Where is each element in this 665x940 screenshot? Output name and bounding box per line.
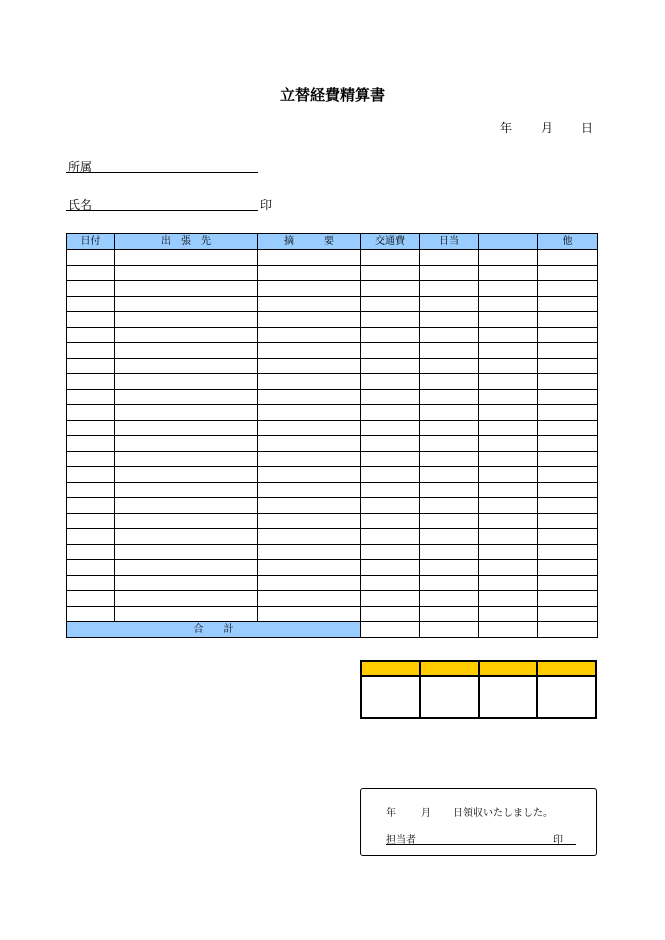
cell-transport[interactable] xyxy=(361,498,420,514)
cell-transport[interactable] xyxy=(361,467,420,483)
cell-destination[interactable] xyxy=(115,250,258,266)
cell-transport[interactable] xyxy=(361,420,420,436)
table-row xyxy=(67,575,598,591)
cell-blank[interactable] xyxy=(479,591,538,607)
table-row xyxy=(67,312,598,328)
cell-other[interactable] xyxy=(538,327,598,343)
cell-summary[interactable] xyxy=(258,374,361,390)
cell-date[interactable] xyxy=(67,560,115,576)
cell-destination[interactable] xyxy=(115,544,258,560)
approval-stamp-table xyxy=(360,660,597,719)
cell-blank[interactable] xyxy=(479,374,538,390)
cell-date[interactable] xyxy=(67,296,115,312)
cell-summary[interactable] xyxy=(258,482,361,498)
table-row xyxy=(67,544,598,560)
cell-other[interactable] xyxy=(538,358,598,374)
cell-other[interactable] xyxy=(538,467,598,483)
cell-date[interactable] xyxy=(67,358,115,374)
cell-other[interactable] xyxy=(538,482,598,498)
cell-destination[interactable] xyxy=(115,281,258,297)
cell-transport[interactable] xyxy=(361,575,420,591)
cell-transport[interactable] xyxy=(361,265,420,281)
cell-date[interactable] xyxy=(67,420,115,436)
cell-date[interactable] xyxy=(67,250,115,266)
cell-daily-allowance[interactable] xyxy=(420,296,479,312)
date-day-label: 日 xyxy=(581,121,594,135)
date-year-label: 年 xyxy=(500,121,513,135)
table-row xyxy=(67,591,598,607)
cell-transport[interactable] xyxy=(361,358,420,374)
cell-other[interactable] xyxy=(538,265,598,281)
cell-destination[interactable] xyxy=(115,591,258,607)
cell-daily-allowance[interactable] xyxy=(420,498,479,514)
cell-summary[interactable] xyxy=(258,575,361,591)
affiliation-label: 所属 xyxy=(68,160,93,174)
cell-blank[interactable] xyxy=(479,436,538,452)
cell-transport[interactable] xyxy=(361,389,420,405)
approval-stamp-row xyxy=(361,676,596,718)
cell-transport[interactable] xyxy=(361,591,420,607)
cell-summary[interactable] xyxy=(258,498,361,514)
table-row xyxy=(67,327,598,343)
receipt-person-field[interactable] xyxy=(386,844,576,845)
cell-date[interactable] xyxy=(67,343,115,359)
cell-date[interactable] xyxy=(67,451,115,467)
cell-blank[interactable] xyxy=(479,250,538,266)
cell-daily-allowance[interactable] xyxy=(420,312,479,328)
total-row xyxy=(67,622,598,638)
approval-stamp-box[interactable] xyxy=(361,676,420,718)
cell-daily-allowance[interactable] xyxy=(420,281,479,297)
cell-daily-allowance[interactable] xyxy=(420,265,479,281)
table-row xyxy=(67,560,598,576)
cell-daily-allowance[interactable] xyxy=(420,575,479,591)
cell-other[interactable] xyxy=(538,544,598,560)
cell-transport[interactable] xyxy=(361,544,420,560)
cell-other[interactable] xyxy=(538,405,598,421)
cell-blank[interactable] xyxy=(479,327,538,343)
cell-other[interactable] xyxy=(538,560,598,576)
name-field[interactable] xyxy=(66,210,258,211)
cell-destination[interactable] xyxy=(115,389,258,405)
receipt-seal-label: 印 xyxy=(553,835,563,846)
cell-destination[interactable] xyxy=(115,467,258,483)
cell-destination[interactable] xyxy=(115,498,258,514)
cell-daily-allowance[interactable] xyxy=(420,451,479,467)
cell-transport[interactable] xyxy=(361,296,420,312)
cell-daily-allowance[interactable] xyxy=(420,591,479,607)
table-row xyxy=(67,436,598,452)
cell-other[interactable] xyxy=(538,529,598,545)
cell-other[interactable] xyxy=(538,389,598,405)
header-other: 他 xyxy=(538,234,598,250)
cell-blank[interactable] xyxy=(479,312,538,328)
cell-summary[interactable] xyxy=(258,358,361,374)
cell-destination[interactable] xyxy=(115,513,258,529)
cell-other[interactable] xyxy=(538,374,598,390)
cell-transport[interactable] xyxy=(361,529,420,545)
cell-date[interactable] xyxy=(67,591,115,607)
cell-daily-allowance[interactable] xyxy=(420,560,479,576)
cell-date[interactable] xyxy=(67,606,115,622)
approval-header-cell xyxy=(537,661,596,676)
cell-blank[interactable] xyxy=(479,451,538,467)
cell-destination[interactable] xyxy=(115,482,258,498)
cell-other[interactable] xyxy=(538,498,598,514)
table-row xyxy=(67,389,598,405)
cell-summary[interactable] xyxy=(258,281,361,297)
cell-daily-allowance[interactable] xyxy=(420,250,479,266)
cell-daily-allowance[interactable] xyxy=(420,482,479,498)
cell-blank[interactable] xyxy=(479,575,538,591)
cell-destination[interactable] xyxy=(115,312,258,328)
cell-summary[interactable] xyxy=(258,327,361,343)
cell-destination[interactable] xyxy=(115,436,258,452)
table-row xyxy=(67,250,598,266)
cell-destination[interactable] xyxy=(115,420,258,436)
cell-date[interactable] xyxy=(67,265,115,281)
cell-summary[interactable] xyxy=(258,250,361,266)
cell-summary[interactable] xyxy=(258,265,361,281)
cell-blank[interactable] xyxy=(479,498,538,514)
header-daily-allowance: 日当 xyxy=(420,234,479,250)
cell-transport[interactable] xyxy=(361,560,420,576)
cell-other[interactable] xyxy=(538,250,598,266)
cell-blank[interactable] xyxy=(479,389,538,405)
cell-other[interactable] xyxy=(538,343,598,359)
receipt-box xyxy=(360,788,597,856)
cell-blank[interactable] xyxy=(479,281,538,297)
cell-destination[interactable] xyxy=(115,358,258,374)
approval-header-cell xyxy=(361,661,420,676)
receipt-person-label: 担当者 xyxy=(386,835,416,846)
cell-summary[interactable] xyxy=(258,513,361,529)
table-body xyxy=(67,250,598,622)
cell-transport[interactable] xyxy=(361,436,420,452)
approval-stamp-box[interactable] xyxy=(420,676,479,718)
cell-summary[interactable] xyxy=(258,529,361,545)
table-row xyxy=(67,482,598,498)
cell-other[interactable] xyxy=(538,296,598,312)
expense-table xyxy=(66,233,598,638)
cell-blank[interactable] xyxy=(479,467,538,483)
cell-blank[interactable] xyxy=(479,606,538,622)
cell-daily-allowance[interactable] xyxy=(420,513,479,529)
cell-daily-allowance[interactable] xyxy=(420,327,479,343)
cell-other[interactable] xyxy=(538,591,598,607)
cell-summary[interactable] xyxy=(258,343,361,359)
total-transport[interactable] xyxy=(361,622,420,638)
cell-daily-allowance[interactable] xyxy=(420,420,479,436)
total-blank[interactable] xyxy=(479,622,538,638)
cell-summary[interactable] xyxy=(258,544,361,560)
table-row xyxy=(67,265,598,281)
table-row xyxy=(67,498,598,514)
cell-blank[interactable] xyxy=(479,420,538,436)
cell-date[interactable] xyxy=(67,374,115,390)
cell-blank[interactable] xyxy=(479,544,538,560)
table-row xyxy=(67,420,598,436)
cell-date[interactable] xyxy=(67,529,115,545)
header-transport: 交通費 xyxy=(361,234,420,250)
cell-daily-allowance[interactable] xyxy=(420,374,479,390)
cell-date[interactable] xyxy=(67,544,115,560)
cell-other[interactable] xyxy=(538,513,598,529)
cell-transport[interactable] xyxy=(361,451,420,467)
cell-summary[interactable] xyxy=(258,606,361,622)
affiliation-field[interactable] xyxy=(66,172,258,173)
cell-date[interactable] xyxy=(67,467,115,483)
approval-header-cell xyxy=(420,661,479,676)
cell-blank[interactable] xyxy=(479,560,538,576)
cell-date[interactable] xyxy=(67,498,115,514)
cell-date[interactable] xyxy=(67,405,115,421)
cell-transport[interactable] xyxy=(361,281,420,297)
cell-summary[interactable] xyxy=(258,560,361,576)
cell-date[interactable] xyxy=(67,575,115,591)
cell-transport[interactable] xyxy=(361,312,420,328)
cell-transport[interactable] xyxy=(361,250,420,266)
cell-other[interactable] xyxy=(538,420,598,436)
cell-blank[interactable] xyxy=(479,405,538,421)
approval-stamp-box[interactable] xyxy=(479,676,538,718)
cell-other[interactable] xyxy=(538,312,598,328)
cell-daily-allowance[interactable] xyxy=(420,467,479,483)
receipt-text: 日領収いたしました。 xyxy=(453,808,553,819)
cell-summary[interactable] xyxy=(258,312,361,328)
document-title: 立替経費精算書 xyxy=(279,86,385,104)
cell-blank[interactable] xyxy=(479,529,538,545)
cell-transport[interactable] xyxy=(361,343,420,359)
cell-blank[interactable] xyxy=(479,343,538,359)
cell-destination[interactable] xyxy=(115,451,258,467)
cell-destination[interactable] xyxy=(115,606,258,622)
cell-daily-allowance[interactable] xyxy=(420,606,479,622)
approval-header-row xyxy=(361,661,596,676)
cell-daily-allowance[interactable] xyxy=(420,343,479,359)
cell-daily-allowance[interactable] xyxy=(420,436,479,452)
cell-date[interactable] xyxy=(67,389,115,405)
header-date: 日付 xyxy=(67,234,115,250)
cell-other[interactable] xyxy=(538,606,598,622)
name-seal-label: 印 xyxy=(260,198,273,212)
cell-destination[interactable] xyxy=(115,327,258,343)
receipt-year-label: 年 xyxy=(386,808,396,819)
cell-transport[interactable] xyxy=(361,606,420,622)
cell-summary[interactable] xyxy=(258,451,361,467)
cell-daily-allowance[interactable] xyxy=(420,544,479,560)
table-header-row xyxy=(67,234,598,250)
approval-stamp-box[interactable] xyxy=(537,676,596,718)
cell-summary[interactable] xyxy=(258,405,361,421)
cell-date[interactable] xyxy=(67,436,115,452)
table-row xyxy=(67,358,598,374)
cell-blank[interactable] xyxy=(479,513,538,529)
cell-blank[interactable] xyxy=(479,265,538,281)
cell-destination[interactable] xyxy=(115,575,258,591)
cell-other[interactable] xyxy=(538,451,598,467)
cell-destination[interactable] xyxy=(115,343,258,359)
table-row xyxy=(67,374,598,390)
table-row xyxy=(67,606,598,622)
table-row xyxy=(67,513,598,529)
cell-transport[interactable] xyxy=(361,513,420,529)
cell-destination[interactable] xyxy=(115,265,258,281)
header-summary: 摘 要 xyxy=(258,234,361,250)
cell-summary[interactable] xyxy=(258,389,361,405)
name-label: 氏名 xyxy=(68,198,93,212)
cell-date[interactable] xyxy=(67,513,115,529)
cell-summary[interactable] xyxy=(258,591,361,607)
cell-summary[interactable] xyxy=(258,436,361,452)
header-destination: 出 張 先 xyxy=(115,234,258,250)
header-blank xyxy=(479,234,538,250)
table-row xyxy=(67,281,598,297)
table-row xyxy=(67,467,598,483)
total-daily-allowance[interactable] xyxy=(420,622,479,638)
cell-transport[interactable] xyxy=(361,405,420,421)
cell-destination[interactable] xyxy=(115,374,258,390)
cell-summary[interactable] xyxy=(258,467,361,483)
cell-transport[interactable] xyxy=(361,327,420,343)
cell-date[interactable] xyxy=(67,482,115,498)
cell-other[interactable] xyxy=(538,436,598,452)
receipt-month-label: 月 xyxy=(421,808,431,819)
cell-date[interactable] xyxy=(67,327,115,343)
cell-date[interactable] xyxy=(67,312,115,328)
cell-summary[interactable] xyxy=(258,420,361,436)
cell-summary[interactable] xyxy=(258,296,361,312)
table-row xyxy=(67,405,598,421)
table-row xyxy=(67,451,598,467)
cell-other[interactable] xyxy=(538,575,598,591)
cell-destination[interactable] xyxy=(115,560,258,576)
cell-destination[interactable] xyxy=(115,529,258,545)
cell-blank[interactable] xyxy=(479,296,538,312)
cell-destination[interactable] xyxy=(115,296,258,312)
cell-daily-allowance[interactable] xyxy=(420,389,479,405)
table-row xyxy=(67,529,598,545)
date-month-label: 月 xyxy=(541,121,554,135)
cell-destination[interactable] xyxy=(115,405,258,421)
cell-transport[interactable] xyxy=(361,374,420,390)
cell-other[interactable] xyxy=(538,281,598,297)
table-row xyxy=(67,296,598,312)
approval-header-cell xyxy=(479,661,538,676)
cell-blank[interactable] xyxy=(479,358,538,374)
table-row xyxy=(67,343,598,359)
total-other[interactable] xyxy=(538,622,598,638)
cell-date[interactable] xyxy=(67,281,115,297)
cell-daily-allowance[interactable] xyxy=(420,405,479,421)
cell-transport[interactable] xyxy=(361,482,420,498)
total-label: 合 計 xyxy=(67,622,361,638)
cell-blank[interactable] xyxy=(479,482,538,498)
cell-daily-allowance[interactable] xyxy=(420,358,479,374)
cell-daily-allowance[interactable] xyxy=(420,529,479,545)
